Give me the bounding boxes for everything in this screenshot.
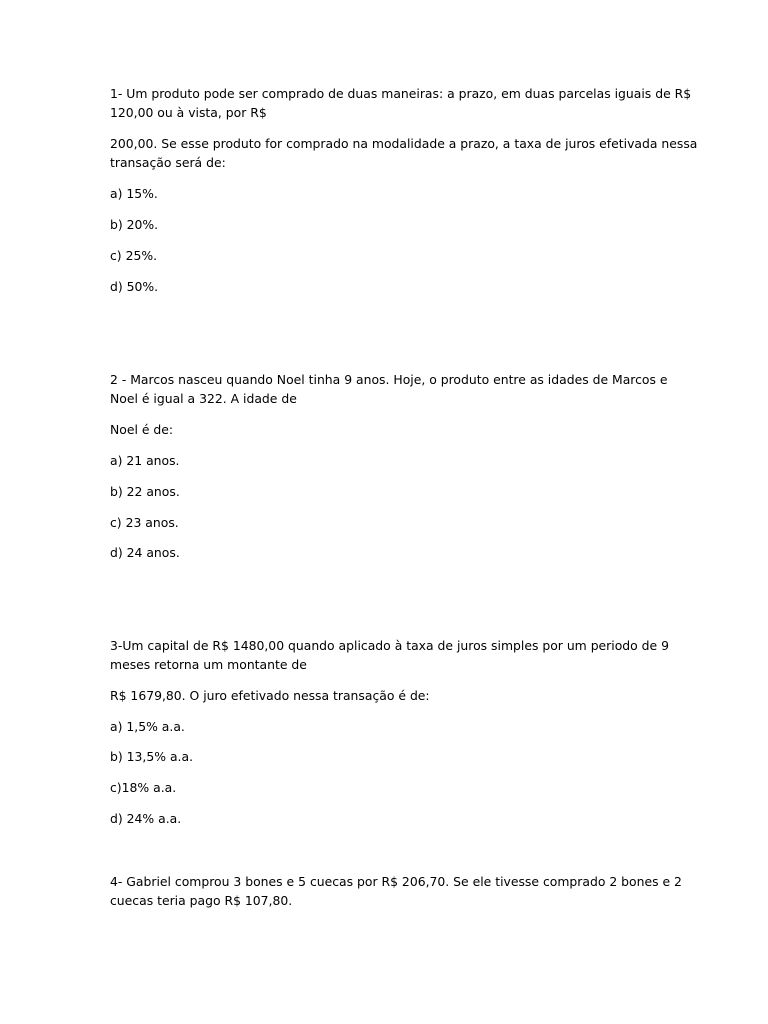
question-2-text-line-3: Noel é de: xyxy=(110,422,174,437)
question-3-option-d: d) 24% a.a. xyxy=(110,811,182,826)
question-1-option-d: d) 50%. xyxy=(110,279,159,294)
question-1-option-b: b) 20%. xyxy=(110,217,159,232)
question-3-option-a: a) 1,5% a.a. xyxy=(110,719,185,734)
question-1-text-line-1: 1- Um produto pode ser comprado de duas maneiras: a prazo, em duas parcelas iguais de R$ xyxy=(110,86,692,101)
question-1-text-line-4: transação será de: xyxy=(110,155,226,170)
question-4-text-line-2: cuecas teria pago R$ 107,80. xyxy=(110,893,293,908)
question-2-text-line-2: Noel é igual a 322. A idade de xyxy=(110,391,297,406)
question-2-text-line-1: 2 - Marcos nasceu quando Noel tinha 9 anos. Hoje, o produto entre as idades de Marcos e xyxy=(110,372,668,387)
question-3-text-line-2: meses retorna um montante de xyxy=(110,657,307,672)
question-4-text-line-1: 4- Gabriel comprou 3 bones e 5 cuecas por R$ 206,70. Se ele tivesse comprado 2 bones e 2 xyxy=(110,874,682,889)
question-1-text-line-2: 120,00 ou à vista, por R$ xyxy=(110,105,267,120)
question-3-option-c: c)18% a.a. xyxy=(110,780,177,795)
question-1-option-c: c) 25%. xyxy=(110,248,158,263)
question-2-option-d: d) 24 anos. xyxy=(110,545,180,560)
question-2-option-b: b) 22 anos. xyxy=(110,484,180,499)
question-3-option-b: b) 13,5% a.a. xyxy=(110,749,194,764)
question-3-text-line-3: R$ 1679,80. O juro efetivado nessa transação é de: xyxy=(110,688,430,703)
question-1-option-a: a) 15%. xyxy=(110,186,158,201)
question-3-text-line-1: 3-Um capital de R$ 1480,00 quando aplicado à taxa de juros simples por um periodo de 9 xyxy=(110,638,669,653)
question-2-option-a: a) 21 anos. xyxy=(110,453,180,468)
question-2-option-c: c) 23 anos. xyxy=(110,515,179,530)
question-1-text-line-3: 200,00. Se esse produto for comprado na modalidade a prazo, a taxa de juros efetivada nessa xyxy=(110,136,698,151)
